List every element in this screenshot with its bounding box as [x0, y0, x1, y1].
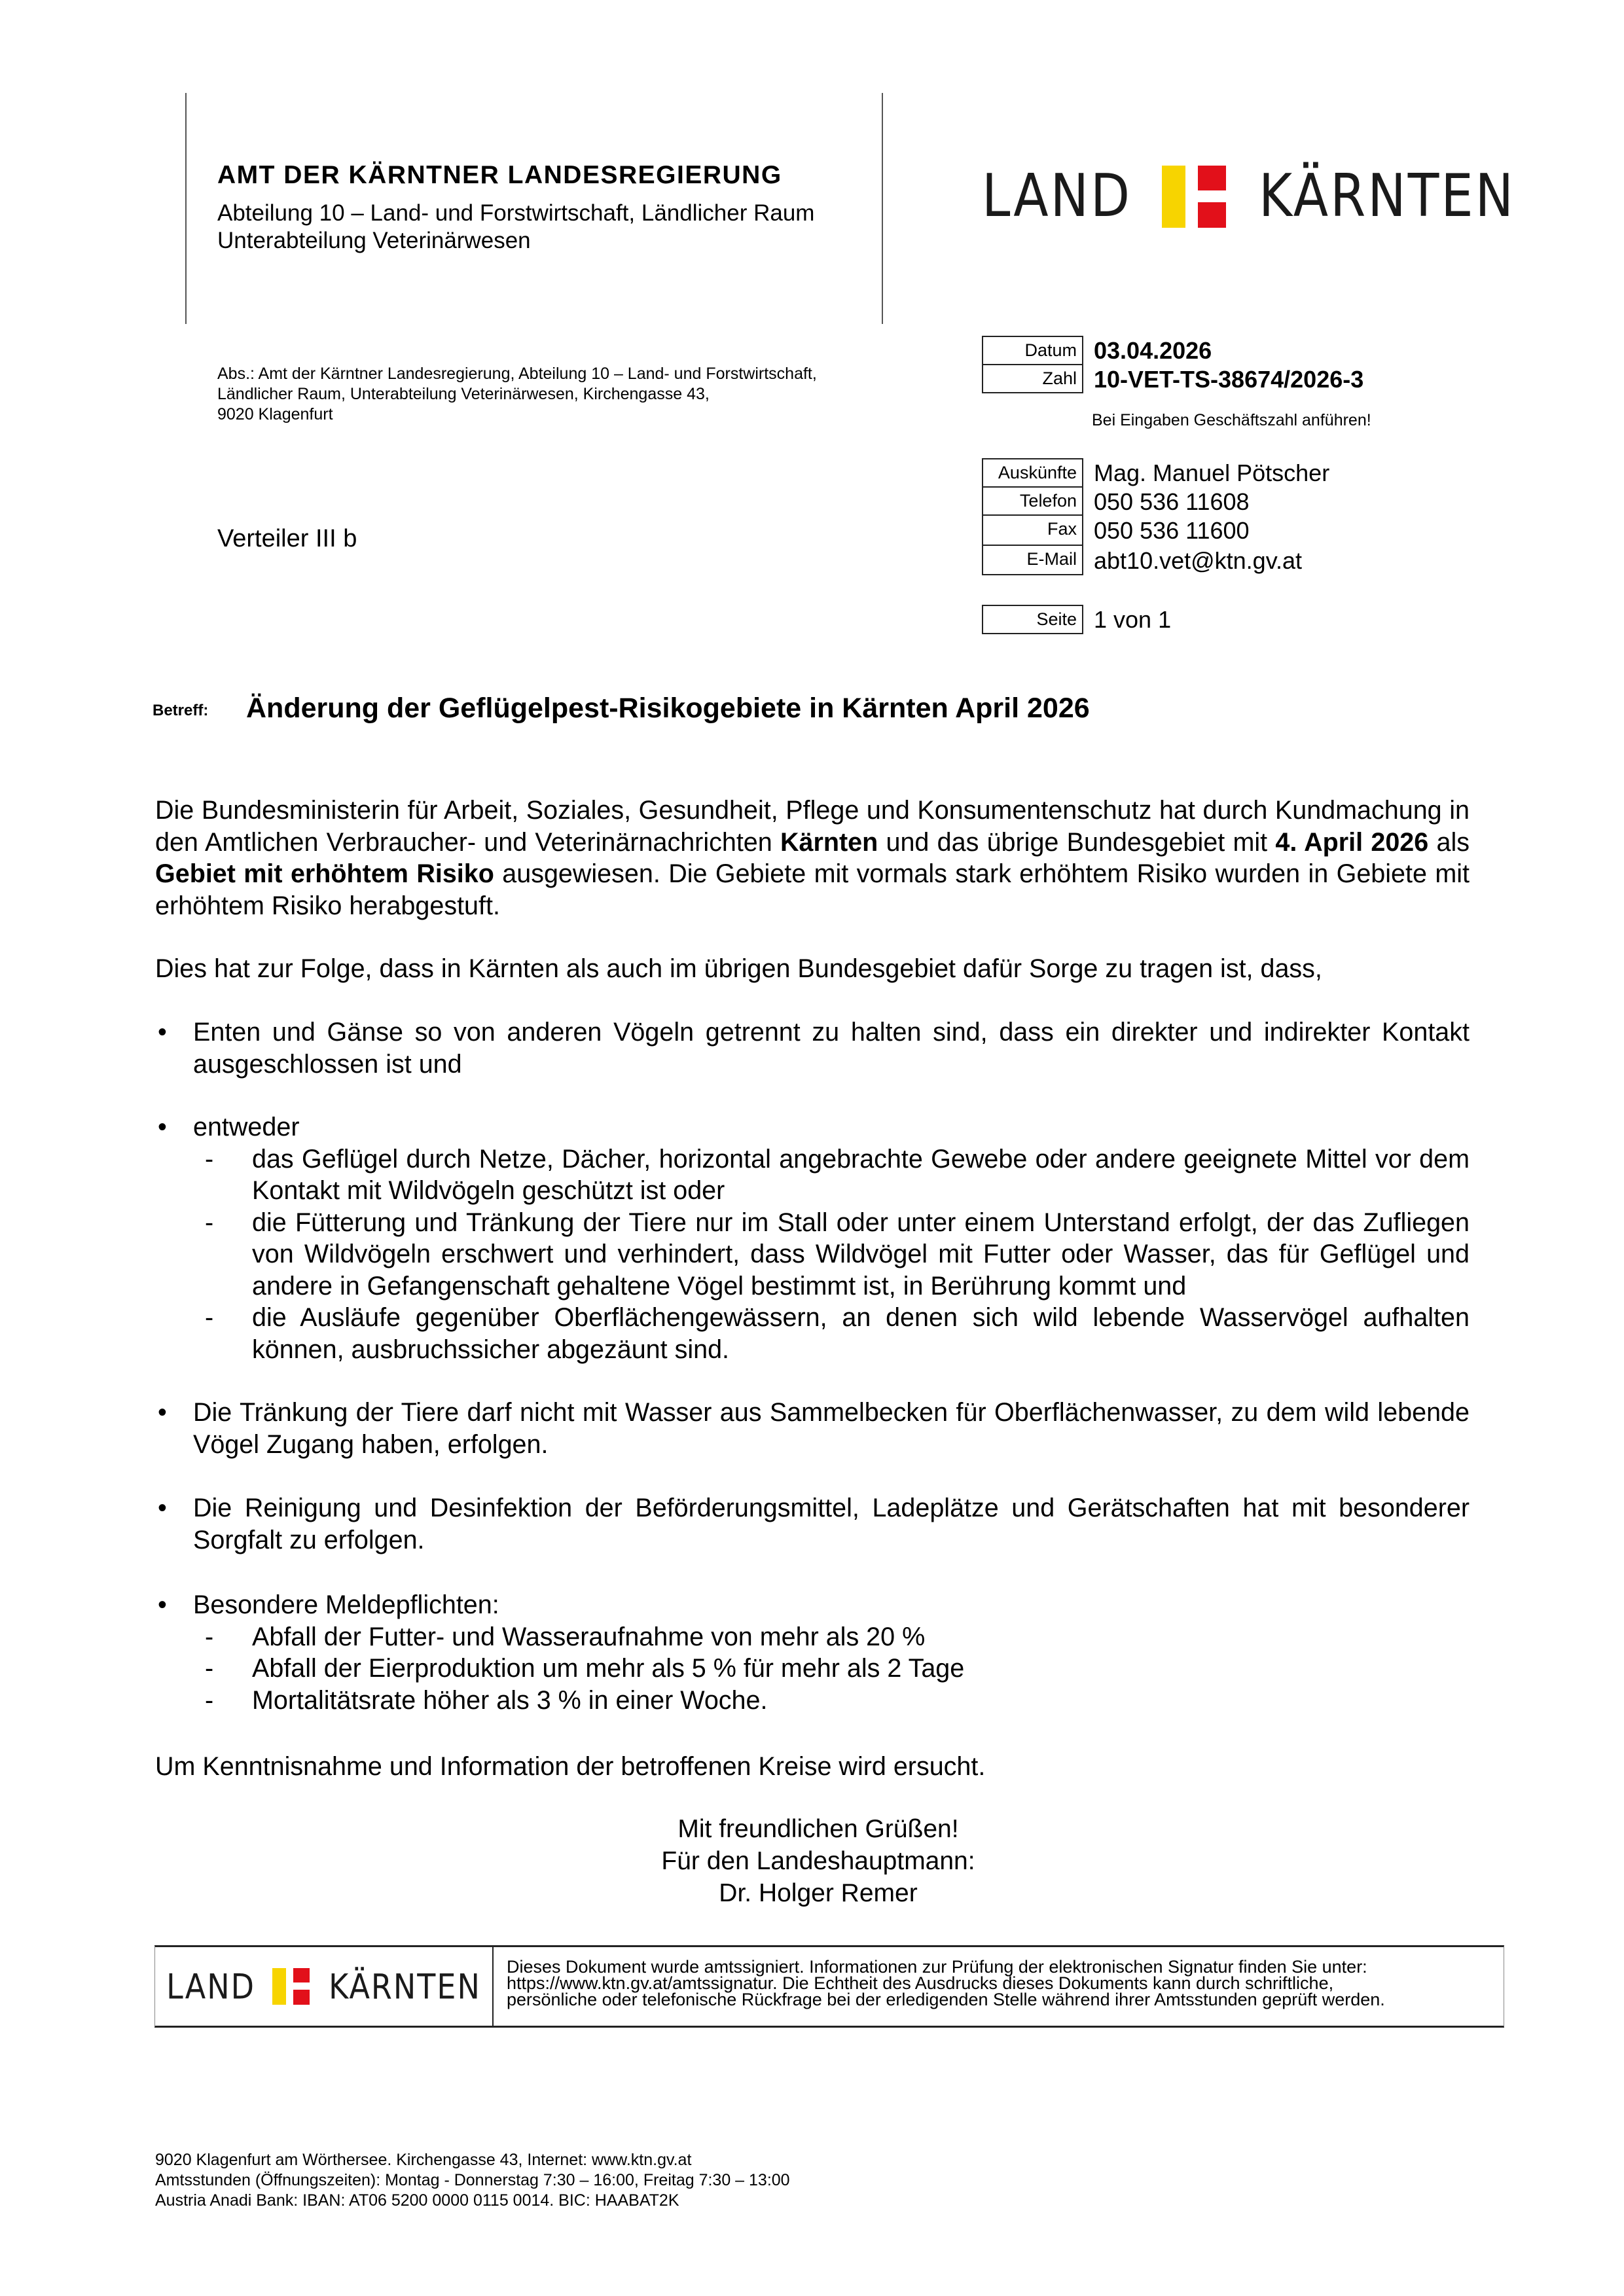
- signature-notice-line: https://www.ktn.gv.at/amtssignatur. Die Echtheit des Ausdrucks dieses Dokuments kann durch schriftliche,: [507, 1973, 1334, 1993]
- para1-bold-region: Kärnten: [780, 827, 878, 857]
- dash-icon: -: [205, 1685, 214, 1715]
- distribution-list: Verteiler III b: [217, 525, 357, 552]
- logo-word-kaernten: KÄRNTEN: [329, 1965, 481, 2007]
- list-item: [155, 1016, 1470, 1080]
- list-item-text: Enten und Gänse so von anderen Vögeln getrennt zu halten sind, dass ein direkter und indirekter Kontakt ausgeschlossen ist und: [193, 1018, 1470, 1079]
- para1-text: als: [1428, 827, 1470, 857]
- signature-notice: [494, 1947, 1385, 2026]
- meta-row-phone: [982, 488, 1250, 516]
- page-value: 1 von 1: [1094, 605, 1172, 633]
- sub-list-item-text: die Ausläufe gegenüber Oberflächengewässern, an denen sich wild lebende Wasservögel aufhalten können, ausbruchssicher abgezäunt sind.: [252, 1303, 1470, 1364]
- date-value: 03.04.2026: [1094, 336, 1212, 364]
- para1-text: Die Bundesministerin für Arbeit, Soziales, Gesundheit, Pflege und Konsumentenschutz hat durch Kundmachung in den Amtlichen Verbraucher- und Veterinärnachrichten: [155, 796, 1470, 857]
- list-item: [155, 1589, 1470, 1716]
- subject-title: Änderung der Geflügelpest-Risikogebiete in Kärnten April 2026: [246, 692, 1090, 724]
- contact-label: Auskünfte: [982, 458, 1083, 488]
- sub-list-item: [193, 1143, 1470, 1207]
- request-sentence: Um Kenntnisnahme und Information der betroffenen Kreise wird ersucht.: [155, 1752, 986, 1781]
- sub-list-item-text: Abfall der Eierproduktion um mehr als 5 % für mehr als 2 Tage: [252, 1654, 965, 1683]
- sub-list-item: [193, 1653, 1470, 1685]
- phone-label: Telefon: [982, 488, 1083, 516]
- footer-bank: Austria Anadi Bank: IBAN: AT06 5200 0000 0115 0014. BIC: HAABAT2K: [155, 2191, 679, 2210]
- bullet-icon: •: [158, 1398, 167, 1427]
- list-item: [155, 1397, 1470, 1460]
- para1-bold-risk: Gebiet mit erhöhtem Risiko: [155, 859, 494, 888]
- signature-notice-line: persönliche oder telefonische Rückfrage bei der erledigenden Stelle während ihrer Amtsstunden geprüft werden.: [507, 1990, 1385, 2009]
- signatory-name: Dr. Holger Remer: [719, 1879, 918, 1907]
- signature-logo: [155, 1947, 494, 2026]
- logo-word-land: LAND: [166, 1965, 256, 2007]
- dash-icon: -: [205, 1208, 214, 1237]
- list-item: [155, 1111, 1470, 1365]
- contact-value: Mag. Manuel Pötscher: [1094, 459, 1330, 486]
- sender-line: 9020 Klagenfurt: [217, 405, 333, 423]
- header-left-rule: [185, 93, 187, 324]
- bullet-icon: •: [158, 1590, 167, 1619]
- logo-word-kaernten: KÄRNTEN: [1259, 162, 1515, 230]
- email-value[interactable]: abt10.vet@ktn.gv.at: [1094, 547, 1303, 574]
- sub-list-item-text: das Geflügel durch Netze, Dächer, horizontal angebrachte Gewebe oder andere geeignete Mittel vor dem Kontakt mit Wildvögeln geschützt ist oder: [252, 1144, 1470, 1205]
- sub-list-item: [193, 1302, 1470, 1365]
- para1-bold-date: 4. April 2026: [1275, 827, 1429, 857]
- meta-row-contact: [982, 458, 1329, 488]
- org-title: AMT DER KÄRNTNER LANDESREGIERUNG: [217, 161, 782, 189]
- dash-icon: -: [205, 1303, 214, 1332]
- subject-label: Betreff:: [153, 702, 209, 719]
- page-footer: [155, 2150, 790, 2211]
- dash-icon: -: [205, 1622, 214, 1651]
- sub-list-item-text: Abfall der Futter- und Wasseraufnahme von mehr als 20 %: [252, 1622, 926, 1651]
- sender-address: [217, 364, 817, 425]
- para1-text: und das übrige Bundesgebiet mit: [878, 827, 1276, 857]
- logo-word-land: LAND: [982, 162, 1132, 230]
- sub-list-item: [193, 1207, 1470, 1302]
- org-department: Abteilung 10 – Land- und Forstwirtschaft, Ländlicher Raum: [217, 200, 815, 226]
- land-kaernten-logo: [982, 164, 1515, 229]
- list-item: [155, 1492, 1470, 1556]
- logo-mark-icon: [1162, 166, 1227, 228]
- signature-notice-line: Dieses Dokument wurde amtssigniert. Informationen zur Prüfung der elektronischen Signatur finden Sie unter:: [507, 1957, 1367, 1977]
- sub-list-item-text: Mortalitätsrate höher als 3 % in einer Woche.: [252, 1685, 768, 1715]
- footer-address: 9020 Klagenfurt am Wörthersee. Kirchengasse 43, Internet: www.ktn.gv.at: [155, 2151, 692, 2169]
- fax-value: 050 536 11600: [1094, 517, 1250, 544]
- sub-list-item: [193, 1685, 1470, 1717]
- email-label: E-Mail: [982, 546, 1083, 575]
- dash-icon: -: [205, 1144, 214, 1174]
- sub-list-item: [193, 1621, 1470, 1653]
- footer-hours: Amtsstunden (Öffnungszeiten): Montag - Donnerstag 7:30 – 16:00, Freitag 7:30 – 13:00: [155, 2171, 790, 2189]
- page-label: Seite: [982, 605, 1083, 634]
- sub-list-item-text: die Fütterung und Tränkung der Tiere nur im Stall oder unter einem Unterstand erfolgt, der das Zufliegen von Wildvögeln erschwert und verhindert, dass Wildvögel mit Futter oder Wasser, das für Geflügel und andere in Gefangenschaft gehaltene Vögel bestimmt ist, in Berührung kommt und: [252, 1208, 1470, 1300]
- list-item-text: Besondere Meldepflichten:: [193, 1590, 499, 1619]
- body-paragraph-1: [155, 795, 1470, 922]
- meta-row-page: [982, 605, 1171, 634]
- official-signature-box: [154, 1945, 1504, 2028]
- reference-hint: Bei Eingaben Geschäftszahl anführen!: [1092, 411, 1371, 429]
- fax-label: Fax: [982, 516, 1083, 546]
- meta-row-number: [982, 365, 1363, 393]
- closing-block: [589, 1813, 1047, 1909]
- body-paragraph-2: Dies hat zur Folge, dass in Kärnten als auch im übrigen Bundesgebiet dafür Sorge zu tragen ist, dass,: [155, 954, 1322, 983]
- greeting: Mit freundlichen Grüßen!: [677, 1815, 959, 1843]
- bullet-icon: •: [158, 1494, 167, 1522]
- phone-value: 050 536 11608: [1094, 488, 1250, 515]
- land-kaernten-logo-small: [166, 1965, 481, 2007]
- meta-row-date: [982, 336, 1212, 365]
- list-item-text: Die Tränkung der Tiere darf nicht mit Wasser aus Sammelbecken für Oberflächenwasser, zu dem wild lebende Vögel Zugang haben, erfolgen.: [193, 1398, 1470, 1459]
- bullet-icon: •: [158, 1018, 167, 1047]
- bullet-icon: •: [158, 1113, 167, 1141]
- dash-icon: -: [205, 1654, 214, 1683]
- logo-mark-icon: [272, 1968, 310, 2005]
- meta-row-email: [982, 546, 1302, 575]
- meta-row-fax: [982, 516, 1250, 546]
- org-subdepartment: Unterabteilung Veterinärwesen: [217, 228, 531, 253]
- on-behalf: Für den Landeshauptmann:: [661, 1847, 975, 1875]
- sender-line: Ländlicher Raum, Unterabteilung Veterinärwesen, Kirchengasse 43,: [217, 385, 710, 403]
- number-label: Zahl: [982, 365, 1083, 393]
- para1-text: ausgewiesen. Die Gebiete mit vormals stark erhöhtem Risiko wurden in Gebiete mit erhöhtem Risiko herabgestuft.: [155, 859, 1470, 920]
- header-right-rule: [882, 93, 883, 324]
- sender-line: Abs.: Amt der Kärntner Landesregierung, Abteilung 10 – Land- und Forstwirtschaft,: [217, 365, 817, 383]
- list-item-text: entweder: [193, 1113, 300, 1141]
- number-value: 10-VET-TS-38674/2026-3: [1094, 365, 1364, 393]
- list-item-text: Die Reinigung und Desinfektion der Beförderungsmittel, Ladeplätze und Gerätschaften hat mit besonderer Sorgfalt zu erfolgen.: [193, 1494, 1470, 1554]
- date-label: Datum: [982, 336, 1083, 365]
